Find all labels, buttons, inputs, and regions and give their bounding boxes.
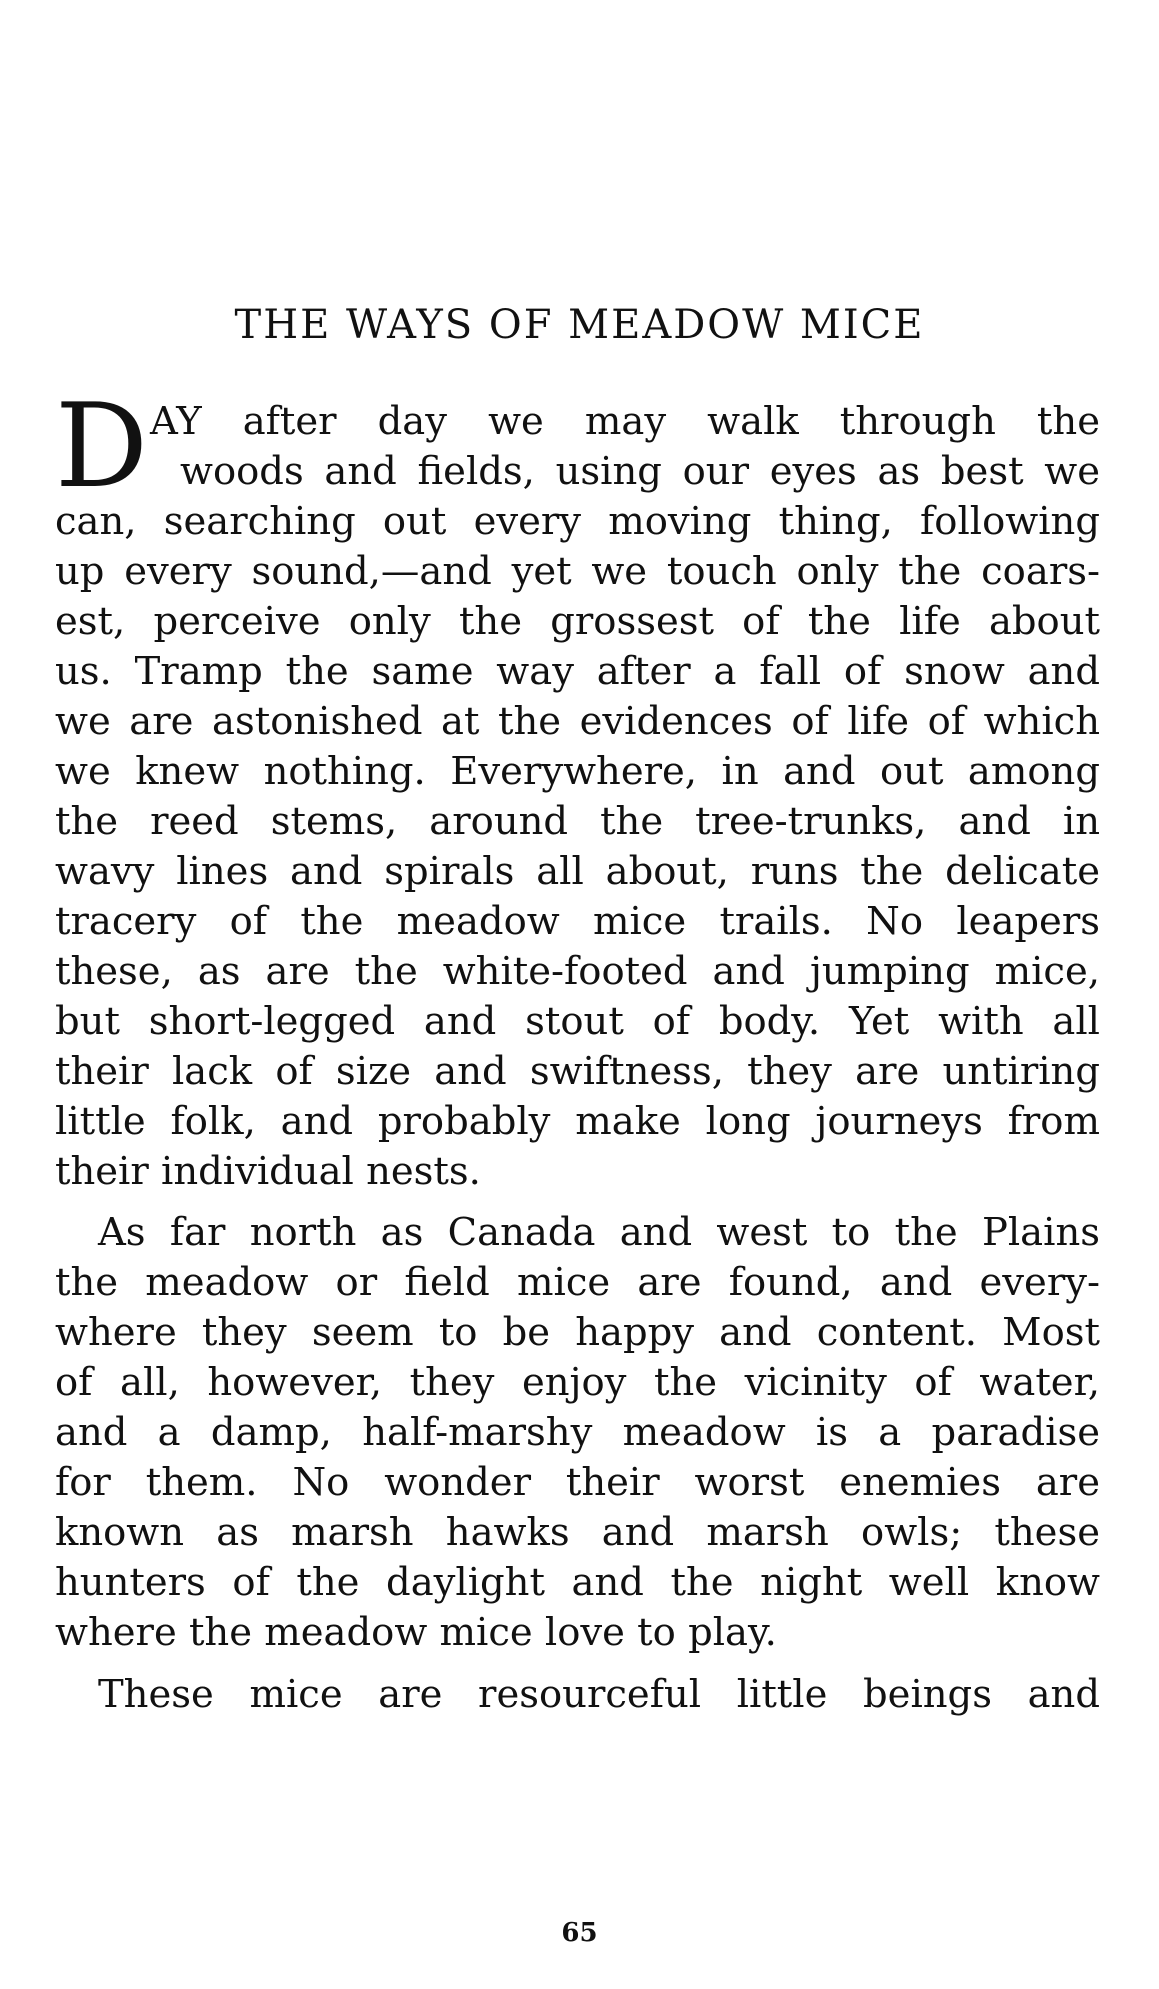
paragraph-2-line-4: of all, however, they enjoy the vicinity of water, xyxy=(55,1360,1100,1405)
paragraph-1-line-10: wavy lines and spirals all about, runs the delicate xyxy=(55,849,1100,894)
paragraph-1-line-4: up every sound,—and yet we touch only the coars- xyxy=(55,549,1100,594)
page-number: 65 xyxy=(561,1918,598,1948)
paragraph-1-line-8: we knew nothing. Everywhere, in and out among xyxy=(55,749,1100,794)
paragraph-2-line-7: known as marsh hawks and marsh owls; these xyxy=(55,1510,1100,1555)
drop-cap: D xyxy=(55,379,149,514)
paragraph-2-line-1: As far north as Canada and west to the Plains xyxy=(98,1210,1100,1255)
paragraph-3-line-1: These mice are resourceful little beings and xyxy=(98,1672,1100,1717)
paragraph-1-line-3: can, searching out every moving thing, following xyxy=(55,499,1100,544)
paragraph-2-line-6: for them. No wonder their worst enemies are xyxy=(55,1460,1100,1505)
paragraph-1-line-11: tracery of the meadow mice trails. No leapers xyxy=(55,899,1100,944)
paragraph-1-line-14: their lack of size and swiftness, they are untiring xyxy=(55,1049,1100,1094)
paragraph-1-line-15: little folk, and probably make long journeys from xyxy=(55,1099,1100,1144)
chapter-title: THE WAYS OF MEADOW MICE xyxy=(234,302,925,348)
paragraph-1-line-16: their individual nests. xyxy=(55,1149,481,1194)
paragraph-1-line-5: est, perceive only the grossest of the life about xyxy=(55,599,1100,644)
paragraph-1-line-1: AY after day we may walk through the xyxy=(150,399,1100,444)
paragraph-2-line-9: where the meadow mice love to play. xyxy=(55,1610,777,1655)
paragraph-2-line-8: hunters of the daylight and the night well know xyxy=(55,1560,1100,1605)
paragraph-2-line-5: and a damp, half-marshy meadow is a paradise xyxy=(55,1410,1100,1455)
paragraph-2-line-3: where they seem to be happy and content. Most xyxy=(55,1310,1100,1355)
paragraph-1-line-9: the reed stems, around the tree-trunks, and in xyxy=(55,799,1100,844)
paragraph-1-line-7: we are astonished at the evidences of life of which xyxy=(55,699,1100,744)
paragraph-1-line-12: these, as are the white-footed and jumping mice, xyxy=(55,949,1100,994)
paragraph-1-line-13: but short-legged and stout of body. Yet with all xyxy=(55,999,1100,1044)
paragraph-1-line-2: woods and fields, using our eyes as best we xyxy=(180,449,1100,494)
paragraph-2-line-2: the meadow or field mice are found, and every- xyxy=(55,1260,1100,1305)
paragraph-1-line-6: us. Tramp the same way after a fall of snow and xyxy=(55,649,1100,694)
